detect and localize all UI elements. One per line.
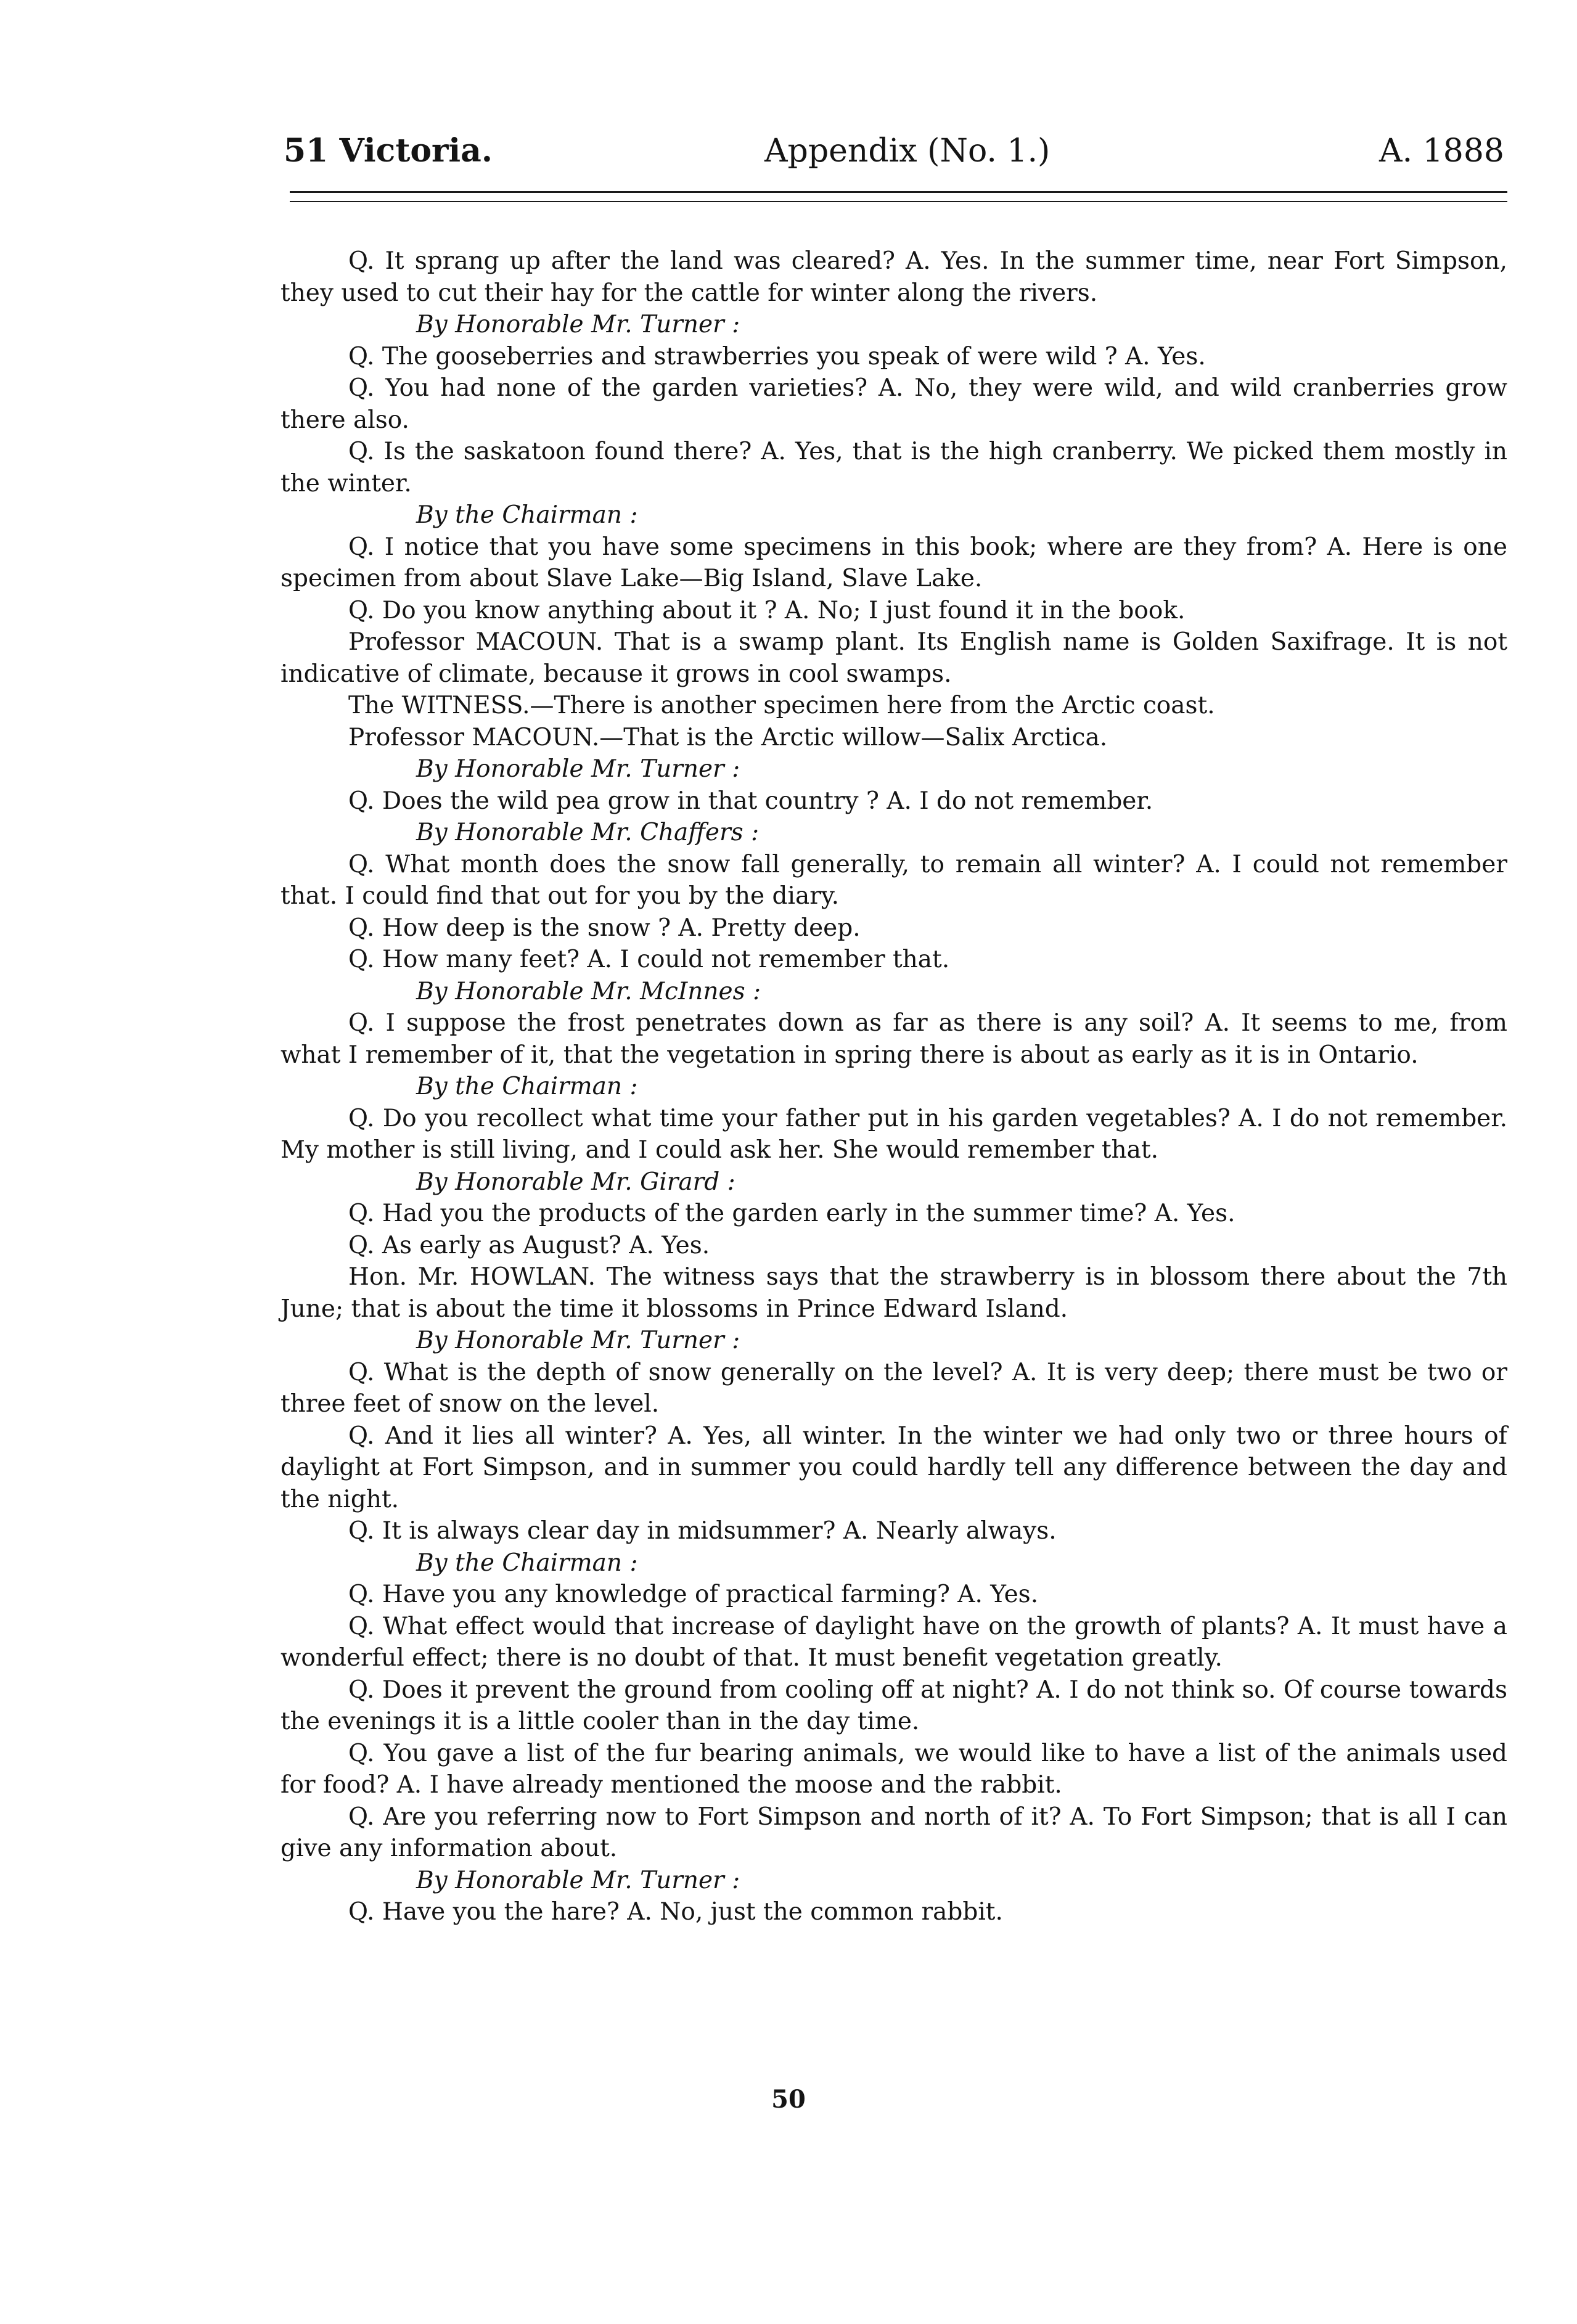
speaker-heading: By Honorable Mr. Turner :: [416, 755, 740, 783]
testimony-paragraph: Professor MACOUN. That is a swamp plant. Its English name is Golden Saxifrage. It is not indicative of climate, because it grows in cool swamps.: [281, 628, 1507, 688]
testimony-paragraph: Q. It is always clear day in midsummer? A. Nearly always.: [348, 1517, 1057, 1545]
speaker-heading: By Honorable Mr. Chaffers :: [416, 819, 760, 846]
header-year: A. 1888: [1379, 133, 1504, 170]
header-rule-thin: [290, 201, 1507, 202]
speaker-heading: By Honorable Mr. Turner :: [416, 1866, 740, 1894]
testimony-paragraph: Q. What effect would that increase of daylight have on the growth of plants? A. It must have a wonderful effect; there is no doubt of that. It must benefit vegetation greatly.: [281, 1612, 1507, 1672]
speaker-heading: By the Chairman :: [416, 1073, 638, 1100]
testimony-paragraph: Q. You had none of the garden varieties? A. No, they were wild, and wild cranberries grow there also.: [281, 374, 1507, 434]
speaker-heading: By Honorable Mr. Turner :: [416, 1327, 740, 1354]
testimony-paragraph: Q. What month does the snow fall generally, to remain all winter? A. I could not remember that. I could find that out for you by the diary.: [281, 850, 1507, 910]
testimony-paragraph: Q. Have you any knowledge of practical farming? A. Yes.: [348, 1581, 1039, 1608]
speaker-heading: By Honorable Mr. Turner :: [416, 311, 740, 338]
testimony-paragraph: Q. Does it prevent the ground from cooling off at night? A. I do not think so. Of course towards the evenings it is a little cooler than in the day time.: [281, 1675, 1507, 1735]
testimony-paragraph: Q. As early as August? A. Yes.: [348, 1231, 710, 1259]
testimony-paragraph: Q. It sprang up after the land was cleared? A. Yes. In the summer time, near Fort Simpson, they used to cut their hay for the cattle for winter along the rivers.: [281, 247, 1507, 307]
testimony-paragraph: The WITNESS.—There is another specimen here from the Arctic coast.: [348, 692, 1215, 719]
testimony-paragraph: Q. Had you the products of the garden early in the summer time? A. Yes.: [348, 1200, 1235, 1227]
page-number: 50: [771, 2085, 806, 2114]
testimony-paragraph: Professor MACOUN.—That is the Arctic willow—Salix Arctica.: [348, 723, 1108, 751]
testimony-paragraph: Q. Have you the hare? A. No, just the common rabbit.: [348, 1898, 1003, 1926]
header-appendix: Appendix (No. 1.): [764, 133, 1051, 170]
testimony-body: [281, 245, 1507, 1928]
testimony-paragraph: Q. How many feet? A. I could not remember that.: [348, 946, 950, 973]
speaker-heading: By Honorable Mr. McInnes :: [416, 977, 761, 1005]
testimony-paragraph: Q. Are you referring now to Fort Simpson and north of it? A. To Fort Simpson; that is all I can give any information about.: [281, 1802, 1507, 1862]
testimony-paragraph: Q. Do you know anything about it ? A. No; I just found it in the book.: [348, 596, 1186, 624]
testimony-paragraph: Q. The gooseberries and strawberries you speak of were wild ? A. Yes.: [348, 342, 1206, 370]
testimony-paragraph: Q. How deep is the snow ? A. Pretty deep.: [348, 914, 861, 942]
testimony-paragraph: Q. Do you recollect what time your father put in his garden vegetables? A. I do not remember. My mother is still living, and I could ask her. She would remember that.: [281, 1104, 1507, 1164]
header-rule-thick: [290, 191, 1507, 193]
header-session: 51 Victoria.: [284, 132, 493, 170]
testimony-paragraph: Q. You gave a list of the fur bearing animals, we would like to have a list of the animals used for food? A. I have already mentioned the moose and the rabbit.: [281, 1739, 1507, 1799]
speaker-heading: By Honorable Mr. Girard :: [416, 1168, 735, 1196]
testimony-paragraph: Q. I suppose the frost penetrates down as far as there is any soil? A. It seems to me, from what I remember of it, that the vegetation in spring there is about as early as it is in Ontario.: [281, 1009, 1507, 1069]
testimony-paragraph: Q. Does the wild pea grow in that country ? A. I do not remember.: [348, 787, 1153, 815]
testimony-paragraph: Q. I notice that you have some specimens in this book; where are they from? A. Here is one specimen from about Slave Lake—Big Island, Slave Lake.: [281, 533, 1507, 592]
testimony-paragraph: Q. Is the saskatoon found there? A. Yes, that is the high cranberry. We picked them mostly in the winter.: [281, 438, 1507, 497]
speaker-heading: By the Chairman :: [416, 501, 638, 529]
speaker-heading: By the Chairman :: [416, 1549, 638, 1577]
page-header: [284, 129, 1504, 173]
testimony-paragraph: Q. And it lies all winter? A. Yes, all winter. In the winter we had only two or three hours of daylight at Fort Simpson, and in summer you could hardly tell any difference between the day and the night.: [281, 1422, 1507, 1513]
testimony-paragraph: Q. What is the depth of snow generally on the level? A. It is very deep; there must be two or three feet of snow on the level.: [281, 1358, 1507, 1418]
testimony-paragraph: Hon. Mr. HOWLAN. The witness says that the strawberry is in blossom there about the 7th June; that is about the time it blossoms in Prince Edward Island.: [281, 1263, 1507, 1323]
